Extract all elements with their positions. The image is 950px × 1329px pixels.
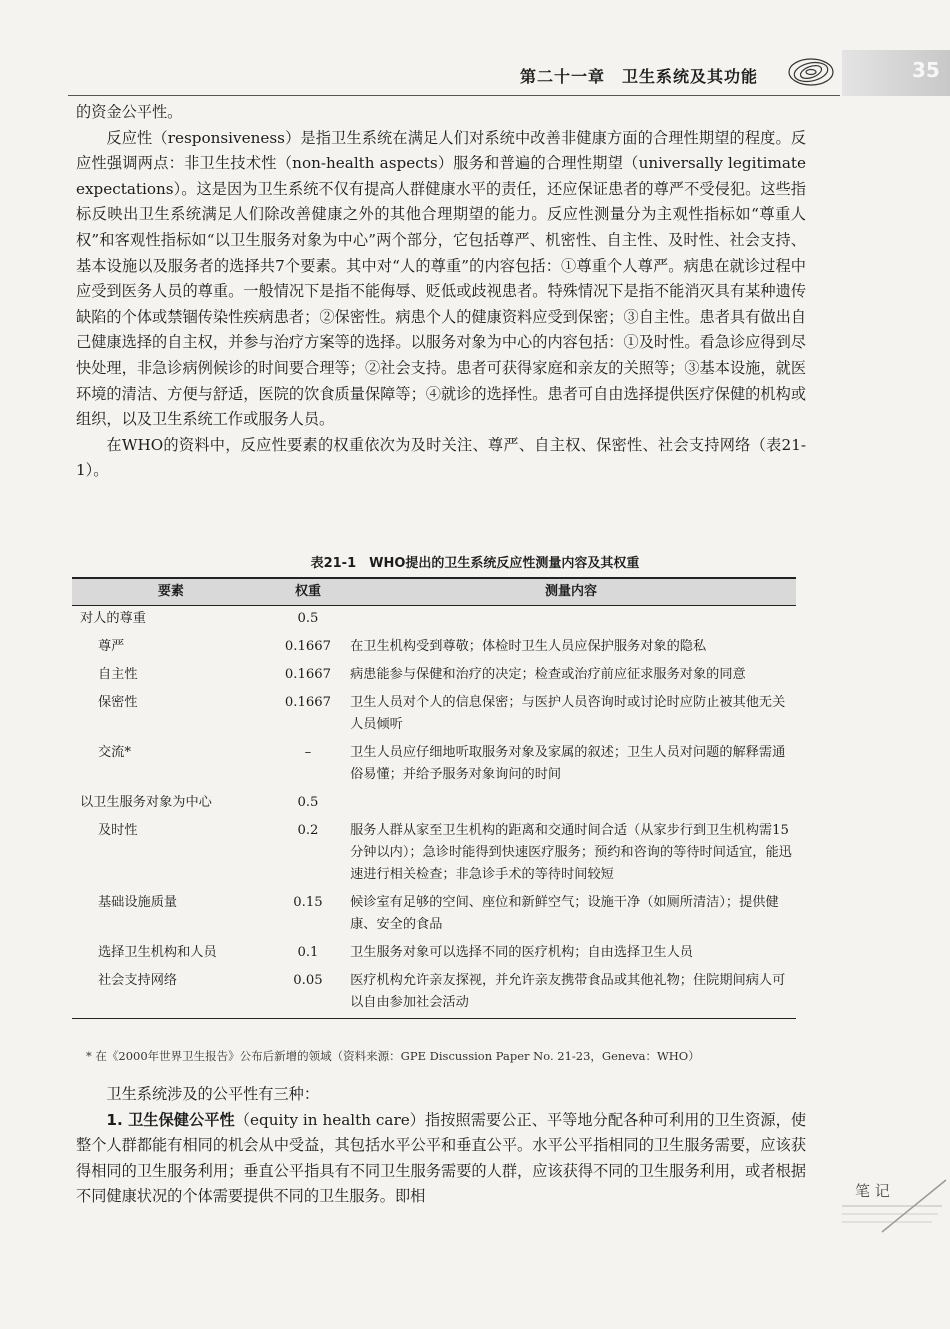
header-rule: [68, 95, 840, 96]
row-content: [346, 606, 796, 635]
row-element: 社会支持网络: [98, 973, 178, 988]
page-header: [0, 50, 950, 100]
responsiveness-table: [72, 577, 796, 1019]
row-element: 及时性: [98, 823, 138, 838]
paragraph-who-weights: 在WHO的资料中，反应性要素的权重依次为及时关注、尊严、自主权、保密性、社会支持网络（表21-1）。: [76, 435, 806, 480]
row-weight: 0.1667: [284, 695, 332, 710]
item-1-text: 指按照需要公正、平等地分配各种可利用的卫生资源，使整个人群都能有相同的机会从中受益，其包括水平公平和垂直公平。水平公平指相同的卫生服务需要，应该获得相同的卫生服务利用；垂直公平指具有不同卫生服务需要的人群，应该获得不同的卫生服务利用，或者根据不同健康状况的个体需要提供不同的卫生服务。即相: [76, 1110, 806, 1206]
swirl-logo-icon: [785, 52, 837, 92]
table-row: [72, 690, 796, 740]
row-weight: 0.15: [293, 895, 323, 910]
table-row: [72, 634, 796, 662]
row-weight: –: [304, 745, 312, 760]
chapter-title: 第二十一章 卫生系统及其功能: [520, 67, 759, 86]
table-row: [72, 818, 796, 890]
row-weight: 0.1667: [284, 667, 332, 682]
table-row: [72, 662, 796, 690]
row-weight: 0.2: [297, 823, 319, 838]
header-element: 要素: [72, 578, 270, 606]
header-content: 测量内容: [346, 578, 796, 606]
table-header-row: [72, 578, 796, 606]
paragraph-equity-intro: 卫生系统涉及的公平性有三种：: [106, 1085, 320, 1103]
row-element: 自主性: [98, 667, 138, 682]
body-text-top: [76, 100, 806, 484]
table-row: [72, 740, 796, 790]
row-weight: 0.1667: [284, 639, 332, 654]
notes-label: 笔 记: [855, 1182, 890, 1200]
row-weight: 0.1: [297, 945, 319, 960]
table-row: [72, 968, 796, 1019]
row-content: 服务人群从家至卫生机构的距离和交通时间合适（从家步行到卫生机构需15分钟以内）；急诊时能得到快速医疗服务；预约和咨询的等待时间适宜，能迅速进行相关检查；非急诊手术的等待时间较短: [350, 823, 792, 882]
row-weight: 0.05: [293, 973, 323, 988]
paragraph-continuation: 的资金公平性。: [76, 103, 183, 121]
table-row: [72, 890, 796, 940]
body-text-bottom: [76, 1082, 806, 1210]
row-content: 卫生服务对象可以选择不同的医疗机构；自由选择卫生人员: [350, 945, 693, 960]
row-content: 卫生人员应仔细地听取服务对象及家属的叙述；卫生人员对问题的解释需通俗易懂；并给予服务对象询问的时间: [350, 745, 786, 782]
row-element: 对人的尊重: [80, 611, 146, 626]
table-row: [72, 606, 796, 635]
row-content: 卫生人员对个人的信息保密；与医护人员咨询时或讨论时应防止被其他无关人员倾听: [350, 695, 786, 732]
row-content: 候诊室有足够的空间、座位和新鲜空气；设施干净（如厕所清洁）；提供健康、安全的食品: [350, 895, 779, 932]
item-1-english: （equity in health care）: [234, 1110, 425, 1129]
table-row: [72, 790, 796, 818]
row-element: 尊严: [98, 639, 125, 654]
row-element: 交流*: [98, 745, 131, 760]
row-content: 在卫生机构受到尊敬；体检时卫生人员应保护服务对象的隐私: [350, 639, 707, 654]
row-element: 以卫生服务对象为中心: [80, 795, 212, 810]
row-weight: 0.5: [297, 795, 319, 810]
row-content: 医疗机构允许亲友探视，并允许亲友携带食品或其他礼物；住院期间病人可以自由参加社会活动: [350, 973, 786, 1010]
row-content: 病患能参与保健和治疗的决定；检查或治疗前应征求服务对象的同意: [350, 667, 746, 682]
row-content: [346, 790, 796, 818]
row-element: 选择卫生机构和人员: [98, 945, 217, 960]
header-weight: 权重: [270, 578, 346, 606]
page-number: 35: [912, 58, 940, 82]
paragraph-responsiveness: 反应性（responsiveness）是指卫生系统在满足人们对系统中改善非健康方面的合理性期望的程度。反应性强调两点：非卫生技术性（non-health aspects）服务和普遍的合理性期望（universally legitimate expectations）。这是因为卫生系统不仅有提高人群健康水平的责任，还应保证患者的尊严不受侵犯。这些指标反映出卫生系统满足人们除改善健康之外的其他合理期望的能力。反应性测量分为主观性指标如“尊重人权”和客观性指标如“以卫生服务对象为中心”两个部分，它包括尊严、机密性、自主性、及时性、社会支持、基本设施以及服务者的选择共7个要素。其中对“人的尊重”的内容包括：①尊重个人尊严。病患在就诊过程中应受到医务人员的尊重。一般情况下是指不能侮辱、贬低或歧视患者。特殊情况下是指不能消灭具有某种遗传缺陷的个体或禁锢传染性疾病患者；②保密性。病患个人的健康资料应受到保密；③自主性。患者具有做出自己健康选择的自主权，并参与治疗方案等的选择。以服务对象为中心的内容包括：①及时性。看急诊应得到尽快处理，非急诊病例候诊的时间要合理等；②社会支持。患者可获得家庭和亲友的关照等；③基本设施，就医环境的清洁、方便与舒适，医院的饮食质量保障等；④就诊的选择性。患者可自由选择提供医疗保健的机构或组织，以及卫生系统工作或服务人员。: [76, 128, 806, 429]
table-footnote: * 在《2000年世界卫生报告》公布后新增的领域（资料来源：GPE Discussion Paper No. 21-23，Geneva：WHO）: [86, 1049, 700, 1063]
table-caption: 表21-1 WHO提出的卫生系统反应性测量内容及其权重: [310, 556, 640, 571]
item-1-title: 1. 卫生保健公平性: [106, 1110, 235, 1129]
paragraph-equity-item-1: [76, 1108, 806, 1210]
row-weight: 0.5: [297, 611, 319, 626]
row-element: 保密性: [98, 695, 138, 710]
row-element: 基础设施质量: [98, 895, 178, 910]
table-row: [72, 940, 796, 968]
